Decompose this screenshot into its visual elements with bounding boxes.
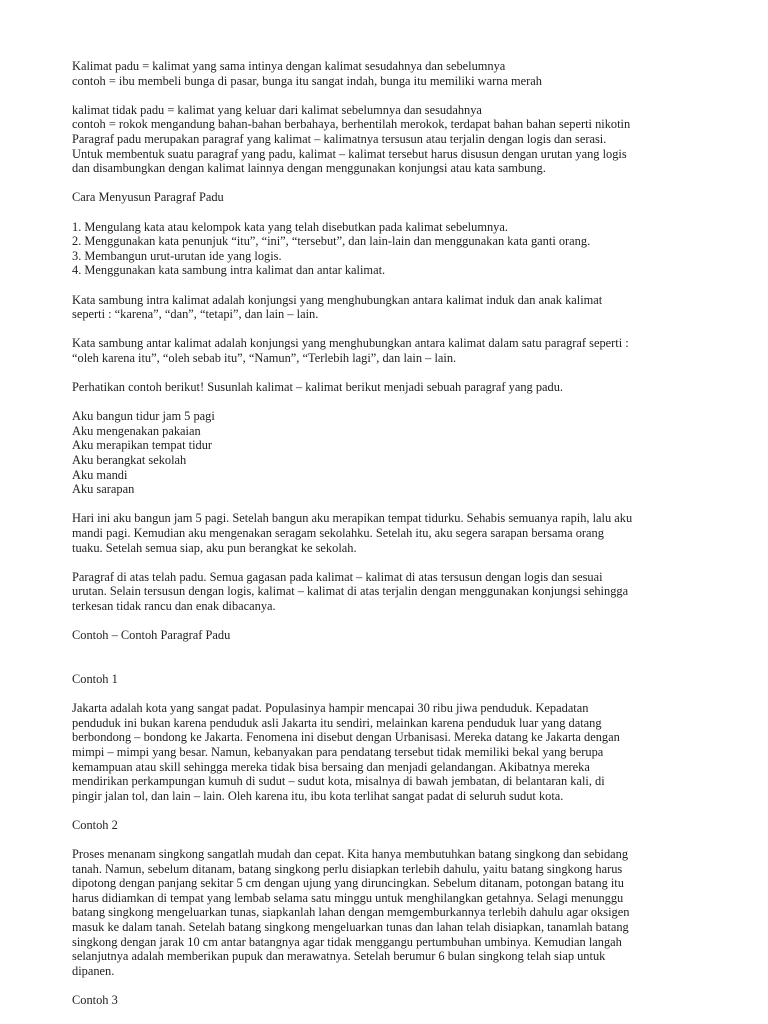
paragraph-line: masuk ke dalam tanah. Setelah batang singkong mengeluarkan tunas dan lahan telah disiapkan, tanamlah batang — [72, 920, 629, 935]
intro-section — [72, 59, 712, 88]
step-item: 2. Menggunakan kata penunjuk “itu”, “ini”, “tersebut”, dan lain-lain dan menggunakan kata ganti orang. — [72, 234, 591, 249]
example-kalimat-tidak-padu: contoh = rokok mengandung bahan-bahan berbahaya, berhentilah merokok, terdapat bahan bahan seperti nikotin — [72, 117, 631, 132]
definition-kalimat-tidak-padu: kalimat tidak padu = kalimat yang keluar dari kalimat sebelumnya dan sesudahnya — [72, 102, 482, 117]
paragraph-line: Paragraf padu merupakan paragraf yang kalimat – kalimatnya tersusun atau terjalin dengan logis dan serasi. — [72, 131, 607, 146]
step-item: 4. Menggunakan kata sambung intra kalimat dan antar kalimat. — [72, 263, 386, 278]
paragraph-line: batang singkong mengeluarkan tunas, siapkanlah lahan dengan memgemburkannya terlebih dahulu agar oksigen — [72, 905, 630, 920]
list-item: Aku berangkat sekolah — [72, 453, 187, 468]
intra-kalimat-paragraph — [72, 293, 712, 322]
paragraph-line: singkong dengan jarak 10 cm antar batangnya agar tidak menggangu pertumbuhan umbinya. Kemudian langah — [72, 934, 622, 949]
paragraph-line: tuaku. Setelah semua siap, aku pun berangkat ke sekolah. — [72, 540, 357, 555]
steps-list — [72, 220, 712, 278]
definition-kalimat-padu: Kalimat padu = kalimat yang sama intinya dengan kalimat sesudahnya dan sebelumnya — [72, 59, 506, 73]
example-kalimat-padu: contoh = ibu membeli bunga di pasar, bunga itu sangat indah, bunga itu memiliki warna merah — [72, 73, 542, 88]
step-item: 1. Mengulang kata atau kelompok kata yang telah disebutkan pada kalimat sebelumnya. — [72, 219, 508, 234]
list-item: Aku sarapan — [72, 482, 135, 497]
paragraph-line: penduduk ini bukan karena penduduk asli Jakarta itu sendiri, melainkan karena penduduk luar yang datang — [72, 715, 602, 730]
paragraph-line: dipotong dengan panjang sekitar 5 cm dengan ujung yang diruncingkan. Sebelum ditanam, potongan batang itu — [72, 876, 624, 891]
cara-heading-text: Cara Menyusun Paragraf Padu — [72, 190, 224, 205]
padu-explanation-paragraph — [72, 570, 712, 614]
paragraph-line: Kata sambung intra kalimat adalah konjungsi yang menghubungkan antara kalimat induk dan anak kalimat — [72, 292, 603, 307]
paragraph-line: Untuk membentuk suatu paragraf yang padu, kalimat – kalimat tersebut harus disusun dengan urutan yang logis — [72, 146, 627, 161]
contoh-heading-text: Contoh – Contoh Paragraf Padu — [72, 628, 231, 643]
paragraph-line: harus didiamkan di tempat yang lembab selama satu minggu untuk menghilangkan getahnya. Selagi menunggu — [72, 890, 624, 905]
list-item: Aku bangun tidur jam 5 pagi — [72, 409, 215, 424]
paragraph-line: dipanen. — [72, 963, 115, 978]
step-item: 3. Membangun urut-urutan ide yang logis. — [72, 248, 282, 263]
antar-kalimat-paragraph — [72, 336, 712, 365]
paragraph-line: pingir jalan tol, dan lain – lain. Oleh karena itu, ibu kota terlihat sangat padat di seluruh sudut kota. — [72, 788, 564, 803]
section-heading-contoh — [72, 628, 712, 643]
paragraph-line: berbondong – bondong ke Jakarta. Fenomena ini disebut dengan Urbanisasi. Mereka datang ke Jakarta dengan — [72, 730, 620, 745]
paragraph-line: mandi pagi. Kemudian aku mengenakan seragam sekolahku. Setelah itu, aku segera sarapan bersama orang — [72, 526, 604, 540]
contoh-1-heading-text: Contoh 1 — [72, 671, 118, 686]
paragraph-line: selanjutnya adalah memberikan pupuk dan merawatnya. Setelah berumur 6 bulan singkong telah siap untuk — [72, 949, 606, 964]
paragraph-line: Hari ini aku bangun jam 5 pagi. Setelah bangun aku merapikan tempat tidurku. Sehabis semuanya rapih, lalu aku — [72, 511, 633, 526]
paragraph-line: dan disambungkan dengan kalimat lainnya dengan menggunakan konjungsi atau kata sambung. — [72, 161, 546, 176]
list-item: Aku mandi — [72, 467, 128, 482]
aku-list — [72, 409, 712, 497]
perhatikan-text: Perhatikan contoh berikut! Susunlah kalimat – kalimat berikut menjadi sebuah paragraf yang padu. — [72, 380, 564, 395]
contoh-2-paragraph — [72, 847, 712, 978]
paragraph-line: mendirikan perkampungan kumuh di sudut – sudut kota, misalnya di bawah jembatan, di belantaran kali, di — [72, 774, 605, 789]
list-item: Aku mengenakan pakaian — [72, 423, 201, 438]
paragraph-line: tanah. Namun, sebelum ditanam, batang singkong perlu disiapkan terlebih dahulu, yaitu batang singkong harus — [72, 861, 623, 876]
document-page — [72, 59, 712, 1008]
paragraph-line: seperti : “karena”, “dan”, “tetapi”, dan lain – lain. — [72, 307, 319, 322]
list-item: Aku merapikan tempat tidur — [72, 438, 213, 453]
paragraph-line: urutan. Selain tersusun dengan logis, kalimat – kalimat di atas terjalin dengan menggunakan konjungsi sehingga — [72, 584, 629, 599]
contoh-3-heading — [72, 993, 712, 1008]
paragraph-line: Paragraf di atas telah padu. Semua gagasan pada kalimat – kalimat di atas tersusun dengan logis dan sesuai — [72, 569, 603, 584]
contoh-1-paragraph — [72, 701, 712, 803]
paragraph-line: Proses menanam singkong sangatlah mudah dan cepat. Kita hanya membutuhkan batang singkong dan sebidang — [72, 847, 629, 862]
paragraph-line: kemampuan atau skill sehingga mereka tidak bisa bersaing dan menjadi gelandangan. Akibatnya mereka — [72, 759, 590, 774]
contoh-3-heading-text: Contoh 3 — [72, 993, 118, 1007]
paragraph-line: mimpi – mimpi yang besar. Namun, kebanyakan para pendatang tersebut tidak memiliki bekal yang berupa — [72, 744, 604, 759]
paragraph-line: “oleh karena itu”, “oleh sebab itu”, “Namun”, “Terlebih lagi”, dan lain – lain. — [72, 350, 457, 365]
intro-section-2 — [72, 103, 712, 176]
contoh-1-heading — [72, 672, 712, 687]
paragraph-line: terkesan tidak rancu dan enak dibacanya. — [72, 598, 276, 613]
hari-ini-paragraph — [72, 511, 712, 555]
contoh-2-heading — [72, 818, 712, 833]
perhatikan-paragraph — [72, 380, 712, 395]
contoh-2-heading-text: Contoh 2 — [72, 817, 118, 832]
paragraph-line: Jakarta adalah kota yang sangat padat. Populasinya hampir mencapai 30 ribu jiwa penduduk. Kepadatan — [72, 701, 589, 716]
section-heading-cara — [72, 190, 712, 205]
paragraph-line: Kata sambung antar kalimat adalah konjungsi yang menghubungkan antara kalimat dalam satu paragraf seperti : — [72, 336, 629, 351]
